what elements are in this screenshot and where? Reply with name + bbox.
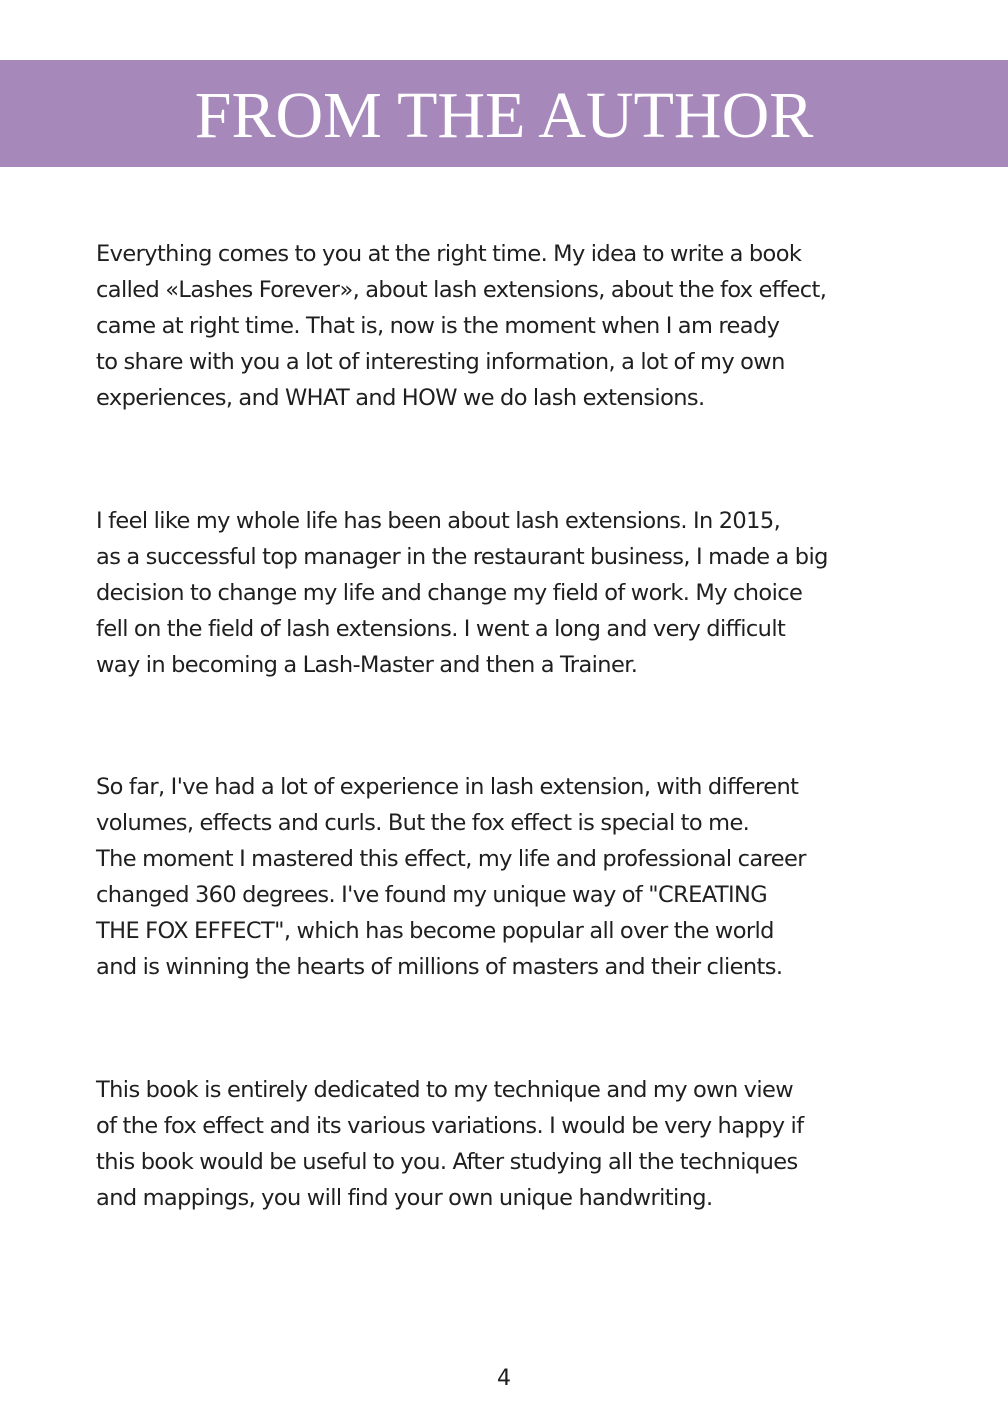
paragraph-1: Everything comes to you at the right time. My idea to write a book called «Lashes Forever», about lash extensions, about the fox effect, came at right time. That is, now is the moment when I am ready to share with you a lot of interesting information, a lot of my own experiences, and WHAT and HOW we do lash extensions. — [96, 241, 827, 411]
paragraph-3: So far, I've had a lot of experience in lash extension, with different volumes, effects and curls. But the fox effect is special to me. The moment I mastered this effect, my life and professional career changed 360 degrees. I've found my unique way of "CREATING THE FOX EFFECT", which has become popular all over the world and is winning the hearts of millions of masters and their clients. — [96, 774, 806, 980]
paragraph-4: This book is entirely dedicated to my technique and my own view of the fox effect and its various variations. I would be very happy if this book would be useful to you. After studying all the techniques and mappings, you will find your own unique handwriting. — [96, 1077, 804, 1211]
paragraph-2: I feel like my whole life has been about lash extensions. In 2015, as a successful top manager in the restaurant business, I made a big decision to change my life and change my field of work. My choice fell on the field of lash extensions. I went a long and very difficult way in becoming a Lash-Master and then a Trainer. — [96, 508, 828, 678]
page-number: 4 — [497, 1366, 511, 1391]
page-title: FROM THE AUTHOR — [194, 78, 814, 152]
title-banner — [0, 60, 1008, 167]
